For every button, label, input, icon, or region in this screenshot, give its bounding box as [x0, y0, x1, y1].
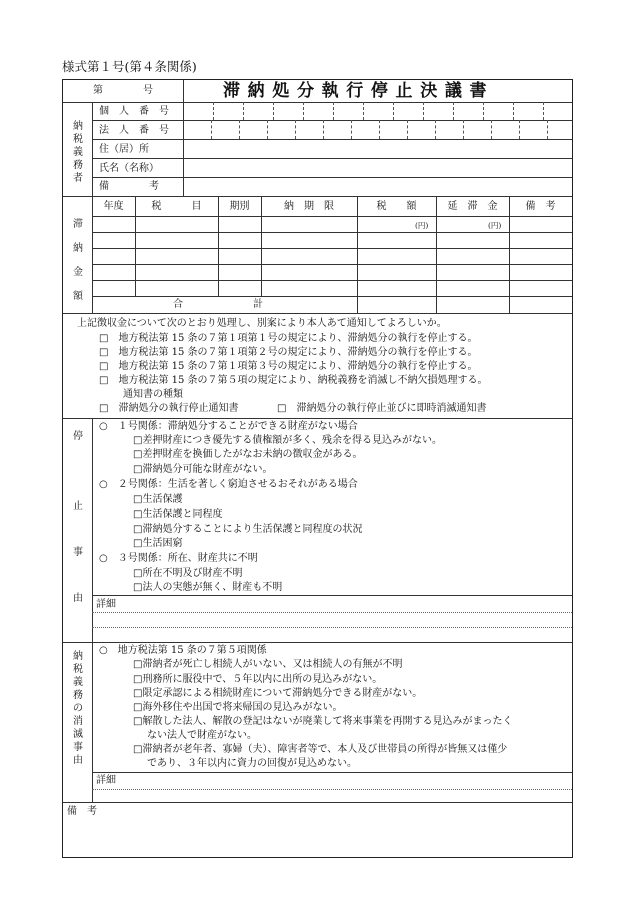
extinction-detail-label: 詳細 [96, 775, 116, 786]
col-due-date: 納 期 限 [284, 201, 334, 212]
remarks-label: 備 考 [67, 806, 97, 817]
stop-reason-detail-label: 詳細 [96, 599, 116, 610]
extinction-item-f: □滞納者が老年者、寡婦（夫）、障害者等で、本人及び世帯員の所得が皆無又は僅少 [133, 744, 508, 755]
reason-1-item-b: □差押財産を換価したがなお未納の徴収金がある。 [133, 449, 363, 460]
stop-reason-label-1: 停 [73, 431, 83, 442]
notice-type-label: 通知書の種類 [123, 389, 183, 400]
name-label: 氏名（名称） [99, 163, 159, 174]
col-fiscal-year: 年度 [103, 201, 124, 212]
arrears-label-1: 滞 [73, 219, 83, 230]
document-number-label: 第 号 [93, 85, 153, 96]
stop-reason-label-2: 止 [73, 501, 83, 512]
arrears-label-3: 金 [73, 267, 83, 278]
reason-1-item-a: □差押財産につき優先する債権額が多く、残余を得る見込みがない。 [133, 435, 443, 446]
col-remarks: 備 考 [525, 201, 556, 212]
option-item-3: □ 地方税法第 15 条の７第１項第３号の規定により、滞納処分の執行を停止する。 [99, 361, 478, 372]
extinction-item-a: □滞納者が死亡し相続人がいない、又は相続人の有無が不明 [133, 659, 403, 670]
col-tax-item: 税 目 [151, 201, 202, 212]
form-title: 滞納処分執行停止決議書 [223, 81, 495, 101]
extinction-item-e-cont: ない法人で財産がない。 [147, 730, 257, 741]
option-item-2: □ 地方税法第 15 条の７第１項第２号の規定により、滞納処分の執行を停止する。 [99, 347, 478, 358]
decision-form [62, 79, 573, 858]
extinction-item-b: □刑務所に服役中で、５年以内に出所の見込みがない。 [133, 674, 383, 685]
reason-3-heading: ○ ３号関係：所在、財産共に不明 [99, 553, 258, 564]
reason-3-item-a: □所在不明及び財産不明 [133, 568, 243, 579]
col-late-charge: 延 滞 金 [447, 201, 498, 212]
option-item-1: □ 地方税法第 15 条の７第１項第１号の規定により、滞納処分の執行を停止する。 [99, 333, 478, 344]
reason-2-item-a: □生活保護 [133, 494, 183, 505]
reason-2-item-d: □生活困窮 [133, 538, 183, 549]
total-label: 合 計 [173, 299, 263, 310]
notice-option-b: □ 滞納処分の執行停止並びに即時消滅通知書 [277, 403, 487, 414]
extinction-item-d: □海外移住や出国で将来帰国の見込みがない。 [133, 702, 343, 713]
individual-number-label: 個 人 番 号 [99, 106, 169, 117]
reason-2-item-b: □生活保護と同程度 [133, 509, 223, 520]
reason-1-heading: ○ １号関係：滞納処分することができる財産がない場合 [99, 421, 358, 432]
extinction-item-f-cont: であり、３年以内に資力の回復が見込めない。 [147, 758, 357, 769]
tax-amount-unit: (円) [415, 221, 429, 230]
stop-reason-label-3: 事 [73, 547, 83, 558]
reason-2-item-c: □滞納処分することにより生活保護と同程度の状況 [133, 524, 363, 535]
reason-2-heading: ○ ２号関係：生活を著しく窮迫させるおそれがある場合 [99, 479, 358, 490]
extinction-item-e: □解散した法人、解散の登記はないが廃業して将来事業を再開する見込みがまったく [133, 716, 513, 727]
option-item-4: □ 地方税法第 15 条の７第５項の規定により、納税義務を消滅し不納欠損処理する。 [99, 375, 488, 386]
form-id: 様式第１号(第４条関係) [62, 59, 197, 74]
taxpayer-remarks-label: 備 考 [99, 181, 159, 192]
extinction-label: 納税義務の消滅事由 [73, 651, 83, 766]
col-period: 期別 [229, 201, 250, 212]
arrears-label-2: 納 [73, 243, 83, 254]
reason-1-item-c: □滞納処分可能な財産がない。 [133, 464, 273, 475]
decision-intro: 上記徴収金について次のとおり処理し、別案により本人あて通知してよろしいか。 [77, 318, 447, 329]
arrears-label-4: 額 [73, 291, 83, 302]
notice-option-a: □ 滞納処分の執行停止通知書 [99, 403, 239, 414]
extinction-heading: ○ 地方税法第 15 条の７第５項関係 [99, 645, 267, 656]
taxpayer-label: 納税義務者 [73, 121, 83, 184]
col-tax-amount: 税 額 [376, 201, 417, 212]
late-charge-unit: (円) [488, 221, 502, 230]
stop-reason-label-4: 由 [73, 593, 83, 604]
address-label: 住（居）所 [99, 144, 149, 155]
corporate-number-label: 法 人 番 号 [99, 125, 169, 136]
reason-3-item-b: □法人の実態が無く、財産も不明 [133, 582, 283, 593]
extinction-item-c: □限定承認による相続財産について滞納処分できる財産がない。 [133, 688, 423, 699]
